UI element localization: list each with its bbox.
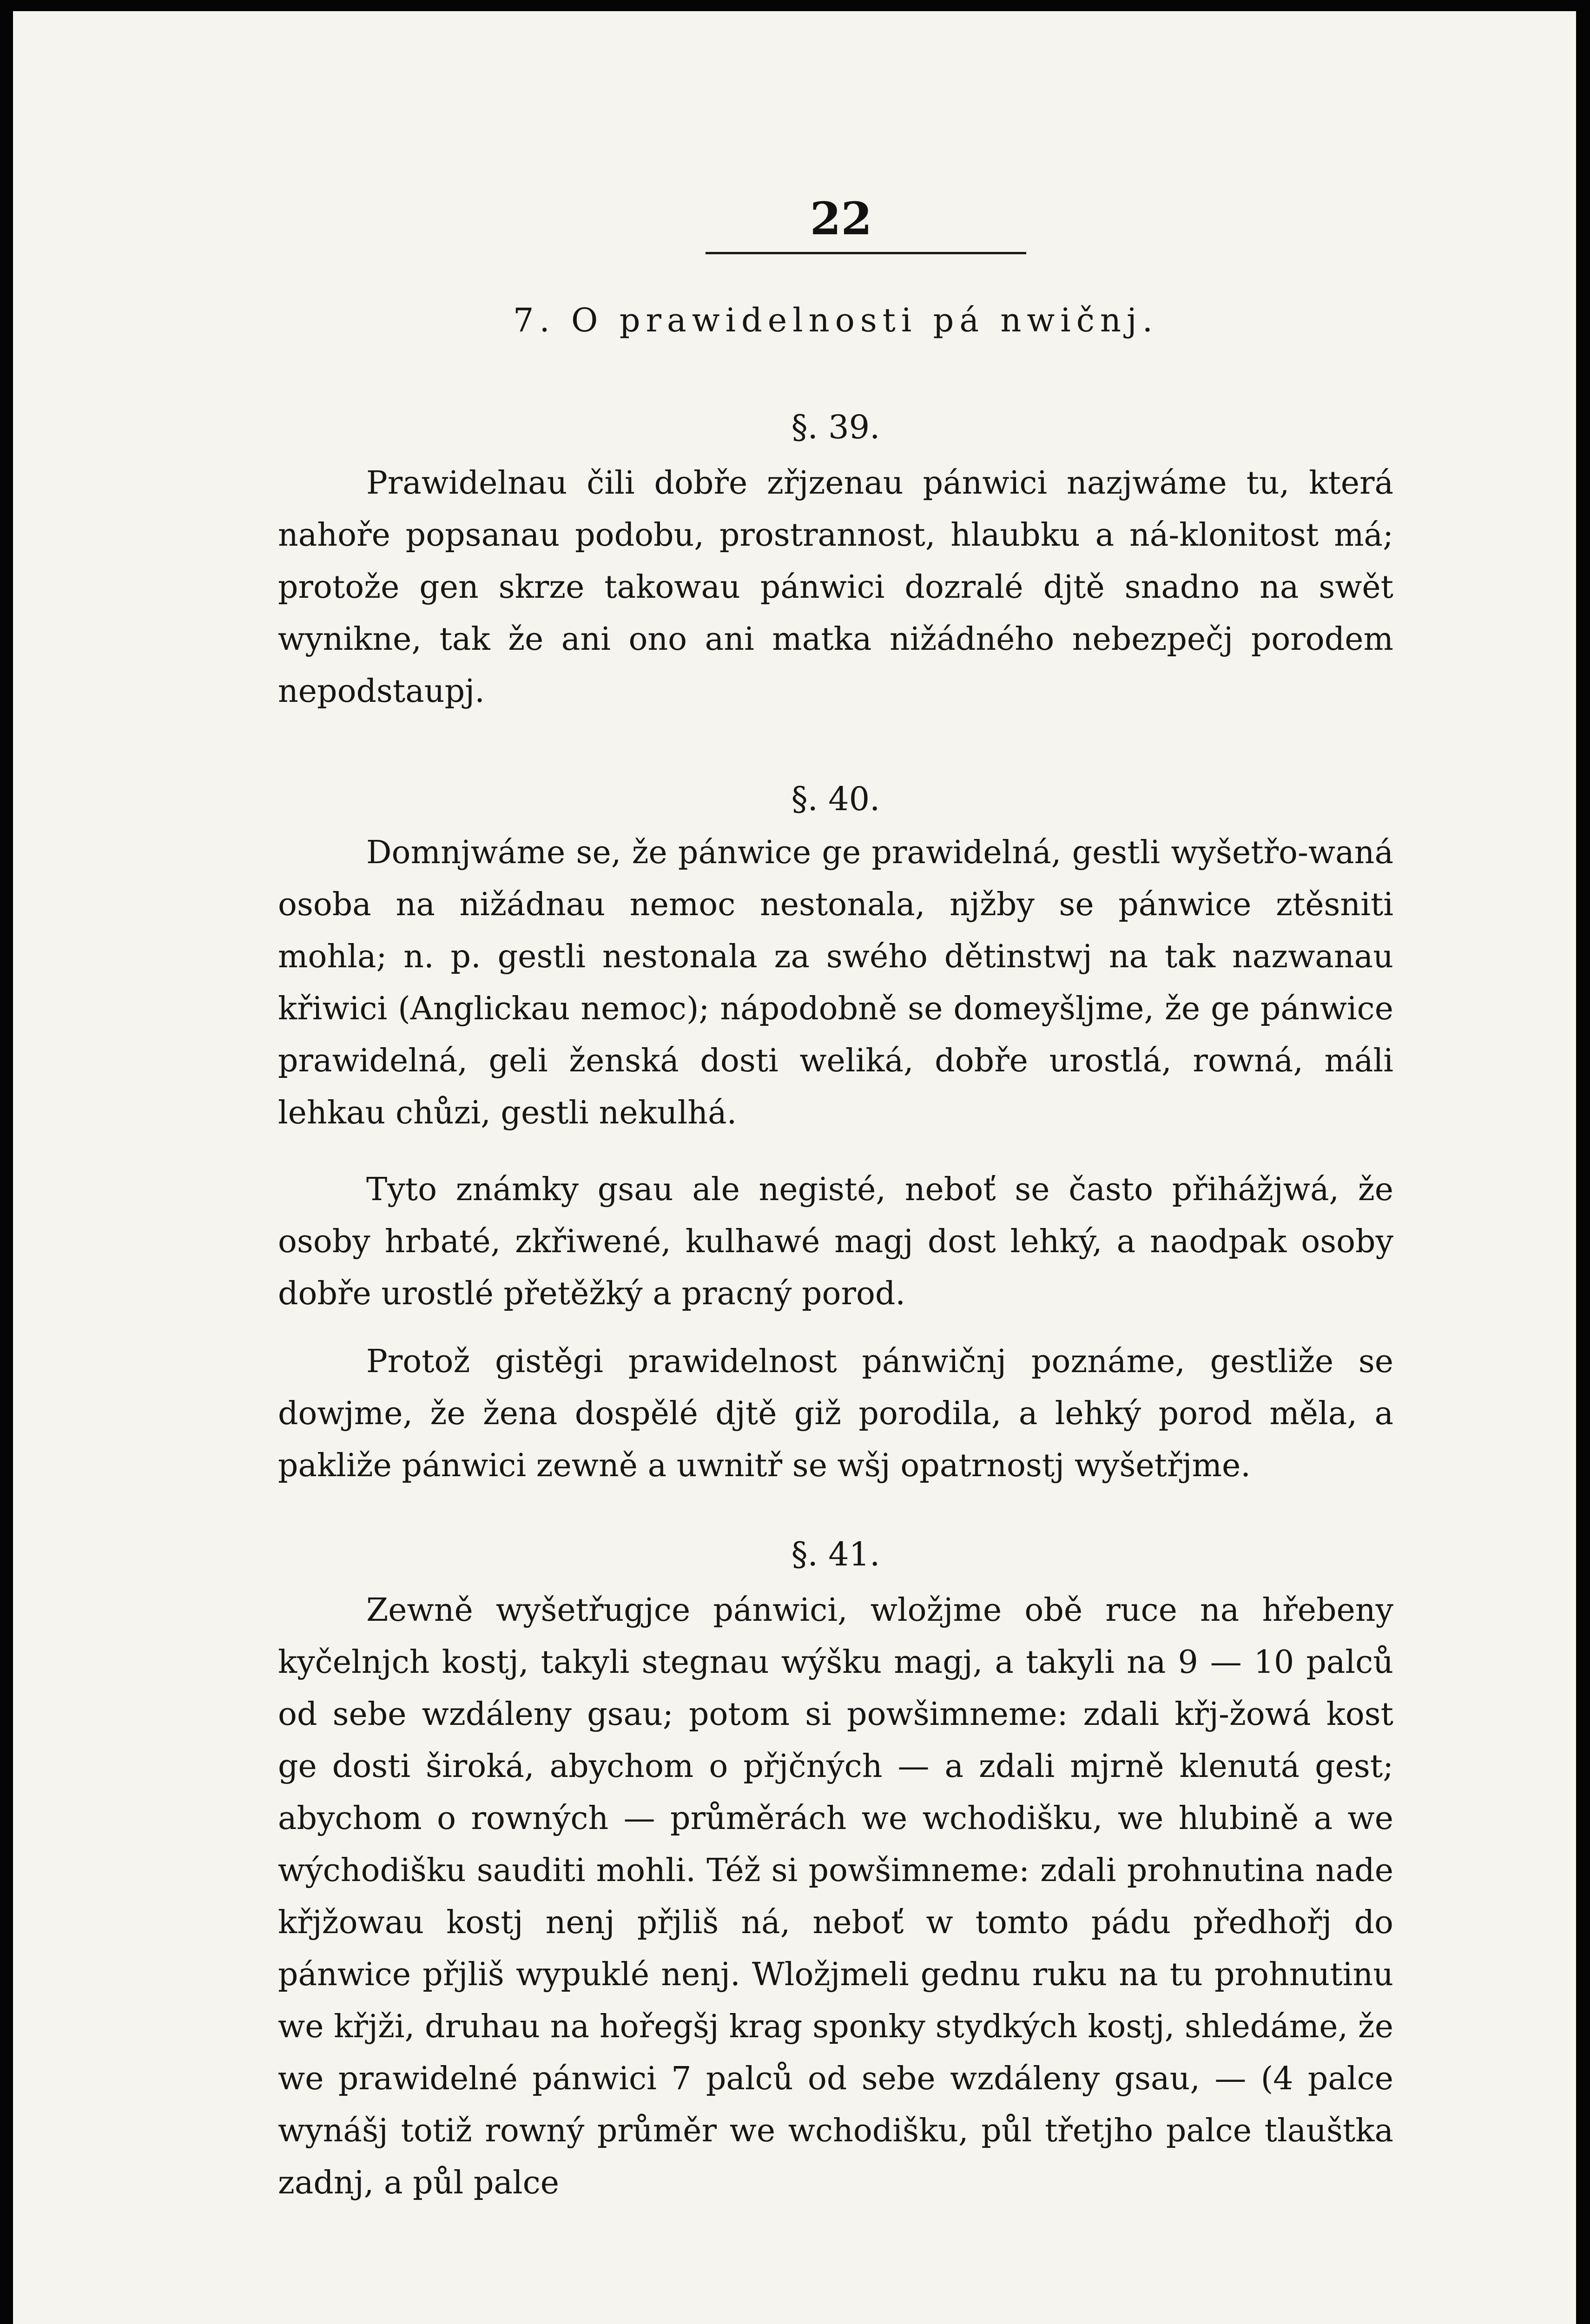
section-40-paragraph-2: Tyto známky gsau ale negisté, neboť se často přihážjwá, že osoby hrbaté, zkřiwené, kulhawé magj dost lehký, a naodpak osoby dobře urostlé přetěžký a pracný porod. bbox=[278, 1171, 1393, 1312]
section-40-paragraph-1: Domnjwáme se, že pánwice ge prawidelná, gestli wyšetřo-waná osoba na nižádnau nemoc nestonala, njžby se pánwice ztěsniti mohla; n. p. gestli nestonala za swého dětinstwj na tak nazwanau křiwici (Anglickau nemoc); nápodobně se domeyšljme, že ge pánwice prawidelná, geli ženská dosti weliká, dobře urostlá, rowná, máli lehkau chůzi, gestli nekulhá. bbox=[278, 834, 1393, 1131]
section-41-paragraph: Zewně wyšetřugjce pánwici, wložjme obě ruce na hřebeny kyčelnjch kostj, takyli stegnau wýšku magj, a takyli na 9 — 10 palců od sebe wzdáleny gsau; potom si powšimneme: zdali křj-žowá kost ge dosti široká, abychom o přjčných — a zdali mjrně klenutá gest; abychom o rowných — průměrách we wchodišku, we hlubině a we wýchodišku sauditi mohli. Též si powšimneme: zdali prohnutina nade křjžowau kostj nenj přjliš ná, neboť w tomto pádu předhořj do pánwice přjliš wypuklé nenj. Wložjmeli gednu ruku na tu prohnutinu we křjži, druhau na hořegšj krag sponky stydkých kostj, shledáme, že we prawidelné pánwici 7 palců od sebe wzdáleny gsau, — (4 palce wynášj totiž rowný průměr we wchodišku, půl třetjho palce tlauštka zadnj, a půl palce bbox=[278, 1592, 1393, 2201]
section-label-39: §. 39. bbox=[791, 408, 880, 446]
page-number: 22 bbox=[810, 192, 872, 245]
section-label-40: §. 40. bbox=[791, 780, 880, 818]
section-39-paragraph: Prawidelnau čili dobře zřjzenau pánwici nazjwáme tu, která nahoře popsanau podobu, prostrannost, hlaubku a ná-klonitost má; protože gen skrze takowau pánwici dozralé djtě snadno na swět wynikne, tak že ani ono ani matka nižádného nebezpečj porodem nepodstaupj. bbox=[278, 465, 1393, 710]
header-rule bbox=[706, 252, 1026, 254]
section-40-paragraph-3: Protož gistěgi prawidelnost pánwičnj poznáme, gestliže se dowjme, že žena dospělé djtě giž porodila, a lehký porod měla, a pakliže pánwici zewně a uwnitř se wšj opatrnostj wyšetřjme. bbox=[278, 1343, 1393, 1484]
section-label-41: §. 41. bbox=[791, 1535, 880, 1573]
book-page bbox=[13, 11, 1576, 2324]
chapter-heading: 7. O prawidelnosti pá nwičnj. bbox=[513, 301, 1158, 339]
